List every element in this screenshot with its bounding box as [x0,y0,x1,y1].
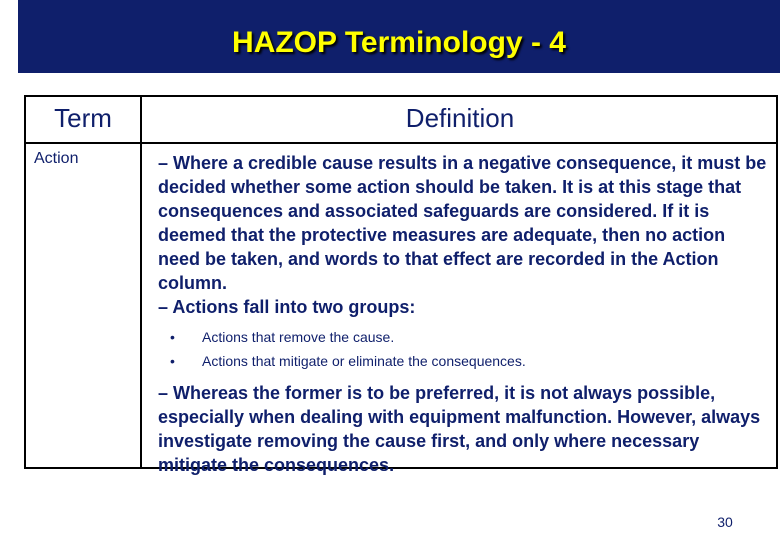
definition-paragraph-3: – Whereas the former is to be preferred, it is not always possible, especially when dealing with equipment malfunction. However, always investigate removing the cause first, and only where necessary mitigate the consequences. [158,383,761,475]
list-item [158,325,772,349]
terminology-table [24,95,778,475]
list-item-text: Actions that mitigate or eliminate the consequences. [202,353,526,369]
header-definition: Definition [405,103,515,133]
header-row-divider [26,142,776,144]
definition-paragraph-1: – Where a credible cause results in a negative consequence, it must be decided whether some action should be taken. It is at this stage that consequences and associated safeguards are considered. If it is deemed that the protective measures are adequate, then no action need be taken, and words to that effect are recorded in the Action column. [158,153,767,293]
list-item [158,349,772,373]
definition-paragraph-2: – Actions fall into two groups: [158,297,416,317]
page-number: 30 [717,514,733,530]
slide-title: HAZOP Terminology - 4 [232,26,566,59]
list-item-text: Actions that remove the cause. [202,329,395,345]
header-term: Term [54,103,112,133]
action-groups-list [158,325,772,373]
bullet-icon: • [170,329,175,345]
bullet-icon: • [170,353,175,369]
term-cell: Action [34,150,79,167]
column-divider [140,97,142,467]
definition-cell [158,151,772,477]
